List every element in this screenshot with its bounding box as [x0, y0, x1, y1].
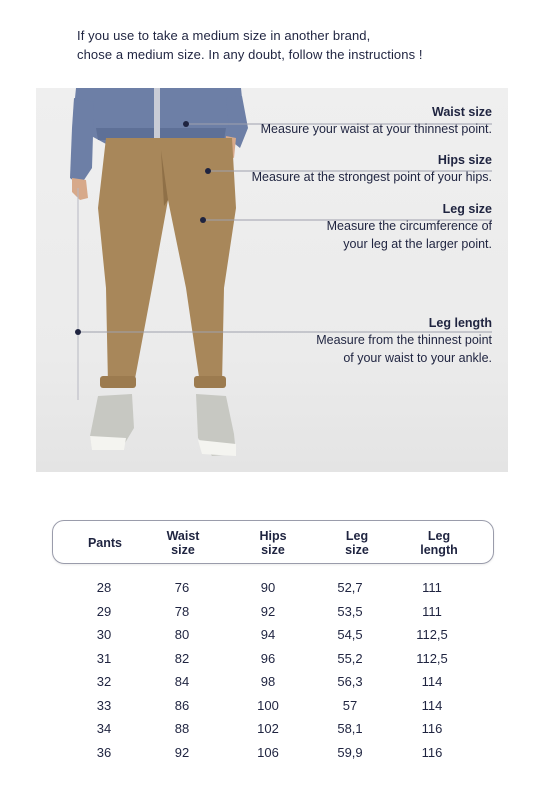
- annotation-leg-length-desc-2: of your waist to your ankle.: [343, 351, 492, 365]
- cell-waist: 78: [174, 603, 190, 619]
- header-pants-label: Pants: [87, 536, 123, 550]
- cell-pants: 32: [96, 674, 112, 689]
- table-row: [52, 696, 494, 716]
- annotation-leg-length: [316, 315, 492, 367]
- intro-line-1: If you use to take a medium size in another brand,: [77, 28, 371, 43]
- header-leg-size: [327, 521, 387, 565]
- cell-hips: 106: [257, 744, 279, 760]
- annotation-hips: [252, 152, 492, 186]
- cell-pants: 33: [96, 697, 112, 713]
- cell-pants: 28: [96, 580, 112, 595]
- header-hips-line-1: Hips: [259, 529, 287, 543]
- cell-hips: 94: [260, 627, 276, 642]
- table-row: [52, 649, 494, 669]
- header-leg-length-line-2: length: [420, 543, 458, 557]
- cell-leg-length: 114: [421, 674, 443, 689]
- header-waist-line-1: Waist: [166, 529, 200, 543]
- cell-hips: 100: [257, 697, 279, 713]
- cell-hips: 102: [257, 721, 279, 736]
- cell-leg-length: 111: [422, 603, 442, 619]
- size-table-header: [52, 520, 494, 564]
- annotation-waist-title: Waist size: [432, 105, 492, 119]
- table-row: [52, 719, 494, 739]
- cell-pants: 30: [96, 627, 112, 642]
- annotation-waist: [261, 104, 492, 138]
- header-leg-size-line-2: size: [345, 543, 369, 557]
- header-hips-size: [243, 521, 303, 565]
- cell-leg-size: 54,5: [337, 627, 363, 642]
- header-leg-size-line-1: Leg: [345, 529, 369, 543]
- cell-waist: 76: [174, 580, 190, 595]
- cell-leg-size: 58,1: [337, 721, 363, 736]
- cell-hips: 92: [260, 603, 276, 619]
- cell-pants: 31: [96, 650, 112, 666]
- header-pants: [75, 521, 135, 565]
- header-waist-line-2: size: [171, 543, 195, 557]
- cell-leg-size: 52,7: [337, 580, 363, 595]
- cell-hips: 90: [260, 580, 276, 595]
- table-row: [52, 602, 494, 622]
- cell-waist: 84: [174, 674, 190, 689]
- cell-leg-length: 114: [421, 697, 443, 713]
- cell-leg-size: 56,3: [337, 674, 363, 689]
- cell-leg-length: 116: [421, 744, 443, 760]
- annotation-leg-size-desc-1: Measure the circumference of: [326, 219, 492, 233]
- annotation-waist-desc: Measure your waist at your thinnest point.: [260, 122, 492, 136]
- cell-leg-length: 112,5: [416, 650, 448, 666]
- table-row: [52, 625, 494, 645]
- table-row: [52, 672, 494, 692]
- header-leg-length-line-1: Leg: [427, 529, 451, 543]
- cell-leg-size: 59,9: [337, 744, 363, 760]
- cell-waist: 86: [174, 697, 190, 713]
- cell-waist: 88: [174, 721, 190, 736]
- annotation-leg-size-desc-2: your leg at the larger point.: [343, 237, 492, 251]
- intro-line-2: chose a medium size. In any doubt, follow the instructions !: [77, 47, 423, 62]
- model-illustration: [36, 88, 508, 472]
- cell-hips: 96: [260, 650, 276, 666]
- annotation-leg-length-title: Leg length: [428, 316, 492, 330]
- cell-leg-size: 55,2: [337, 650, 363, 666]
- model-photo: [36, 88, 508, 472]
- annotation-hips-title: Hips size: [437, 153, 492, 167]
- table-row: [52, 743, 494, 763]
- cell-waist: 92: [174, 744, 190, 760]
- cell-leg-length: 116: [421, 721, 443, 736]
- annotation-leg-length-desc-1: Measure from the thinnest point: [316, 333, 492, 347]
- annotation-hips-desc: Measure at the strongest point of your hips.: [251, 170, 492, 184]
- table-row: [52, 578, 494, 598]
- cell-pants: 34: [96, 721, 112, 736]
- cell-hips: 98: [260, 674, 276, 689]
- header-waist-size: [153, 521, 213, 565]
- cell-leg-size: 53,5: [337, 603, 363, 619]
- annotation-leg-size: [327, 201, 492, 253]
- intro-text: [77, 26, 517, 64]
- header-leg-length: [407, 521, 471, 565]
- cell-waist: 80: [174, 627, 190, 642]
- cell-leg-length: 112,5: [416, 627, 448, 642]
- cell-pants: 29: [96, 603, 112, 619]
- annotation-leg-size-title: Leg size: [442, 202, 492, 216]
- cell-leg-length: 111: [422, 580, 442, 595]
- cell-pants: 36: [96, 744, 112, 760]
- cell-leg-size: 57: [342, 697, 358, 713]
- header-hips-line-2: size: [261, 543, 285, 557]
- cell-waist: 82: [174, 650, 190, 666]
